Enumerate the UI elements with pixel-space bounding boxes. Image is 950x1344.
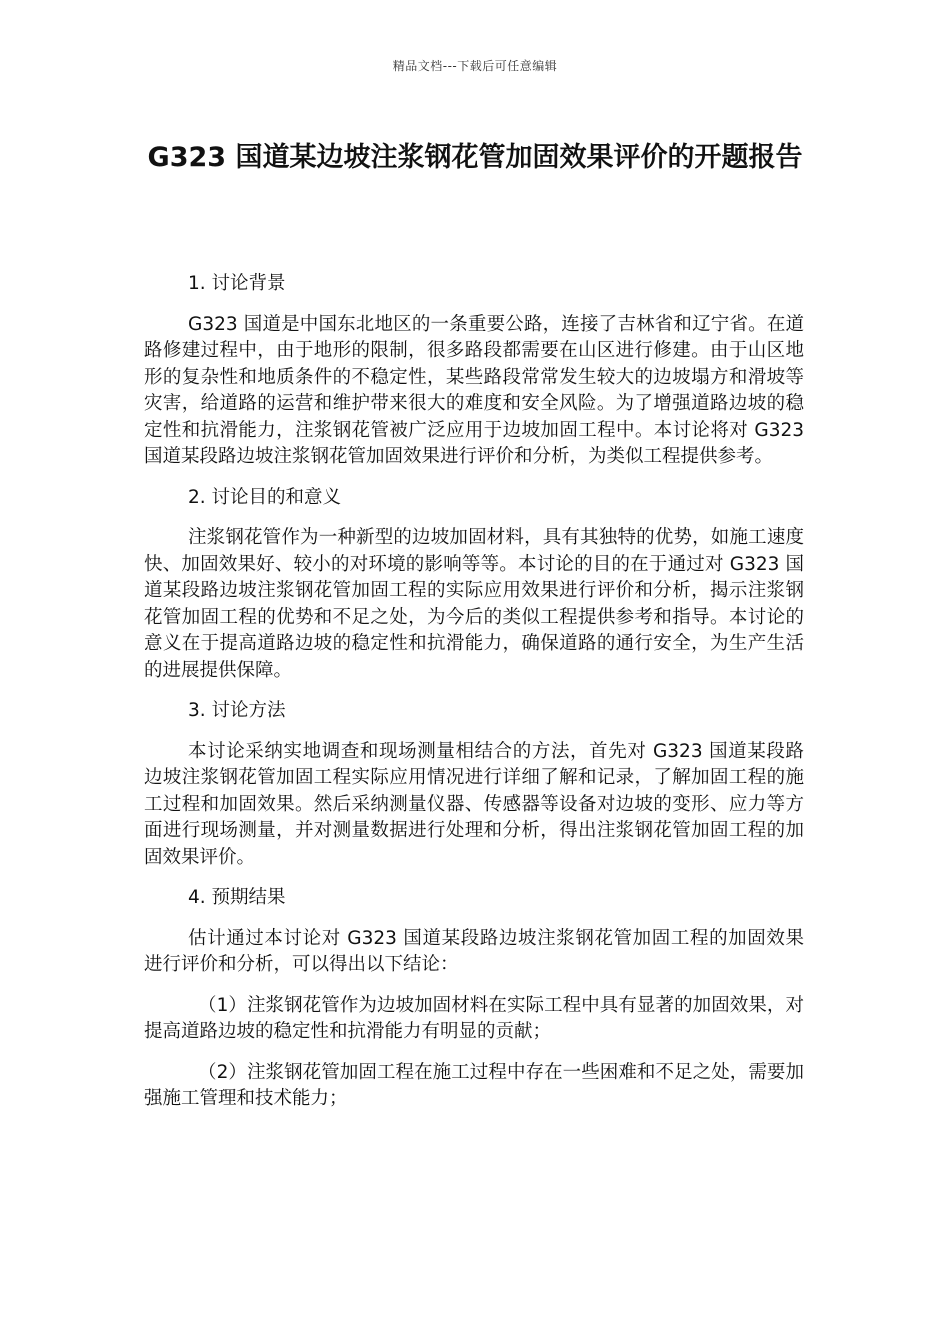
- section-heading-purpose: 2. 讨论目的和意义: [188, 486, 342, 508]
- page-header: 精品文档---下载后可任意编辑: [392, 59, 558, 73]
- document-body: [144, 271, 804, 1127]
- section-paragraph-expected-results: 估计通过本讨论对 G323 国道某段路边坡注浆钢花管加固工程的加固效果进行评价和分析，可以得出以下结论：: [144, 927, 804, 975]
- section-heading-method: 3. 讨论方法: [188, 700, 286, 721]
- section-heading-background: 1. 讨论背景: [188, 273, 286, 294]
- section-paragraph-purpose: 注浆钢花管作为一种新型的边坡加固材料，具有其独特的优势，如施工速度快、加固效果好、较小的对环境的影响等等。本讨论的目的在于通过对 G323 国道某段路边坡注浆钢花管加固工程的实际应用效果进行评价和分析，揭示注浆钢花管加固工程的优势和不足之处，为今后的类似工程提供参考和指导。本讨论的意义在于提高道路边坡的稳定性和抗滑能力，确保道路的通行安全，为生产生活的进展提供保障。: [144, 527, 804, 681]
- section-heading-expected-results: 4. 预期结果: [188, 887, 286, 908]
- section-paragraph-background: G323 国道是中国东北地区的一条重要公路，连接了吉林省和辽宁省。在道路修建过程中，由于地形的限制，很多路段都需要在山区进行修建。由于山区地形的复杂性和地质条件的不稳定性，某些路段常常发生较大的边坡塌方和滑坡等灾害，给道路的运营和维护带来很大的难度和安全风险。为了增强道路边坡的稳定性和抗滑能力，注浆钢花管被广泛应用于边坡加固工程中。本讨论将对 G323 国道某段路边坡注浆钢花管加固效果进行评价和分析，为类似工程提供参考。: [144, 313, 804, 467]
- conclusion-item-1: （1）注浆钢花管作为边坡加固材料在实际工程中具有显著的加固效果，对提高道路边坡的稳定性和抗滑能力有明显的贡献；: [144, 994, 804, 1042]
- section-paragraph-method: 本讨论采纳实地调查和现场测量相结合的方法，首先对 G323 国道某段路边坡注浆钢花管加固工程实际应用情况进行详细了解和记录，了解加固工程的施工过程和加固效果。然后采纳测量仪器、传感器等设备对边坡的变形、应力等方面进行现场测量，并对测量数据进行处理和分析，得出注浆钢花管加固工程的加固效果评价。: [144, 740, 804, 868]
- document-title: G323 国道某边坡注浆钢花管加固效果评价的开题报告: [147, 142, 803, 173]
- conclusion-item-2: （2）注浆钢花管加固工程在施工过程中存在一些困难和不足之处，需要加强施工管理和技术能力；: [144, 1061, 804, 1109]
